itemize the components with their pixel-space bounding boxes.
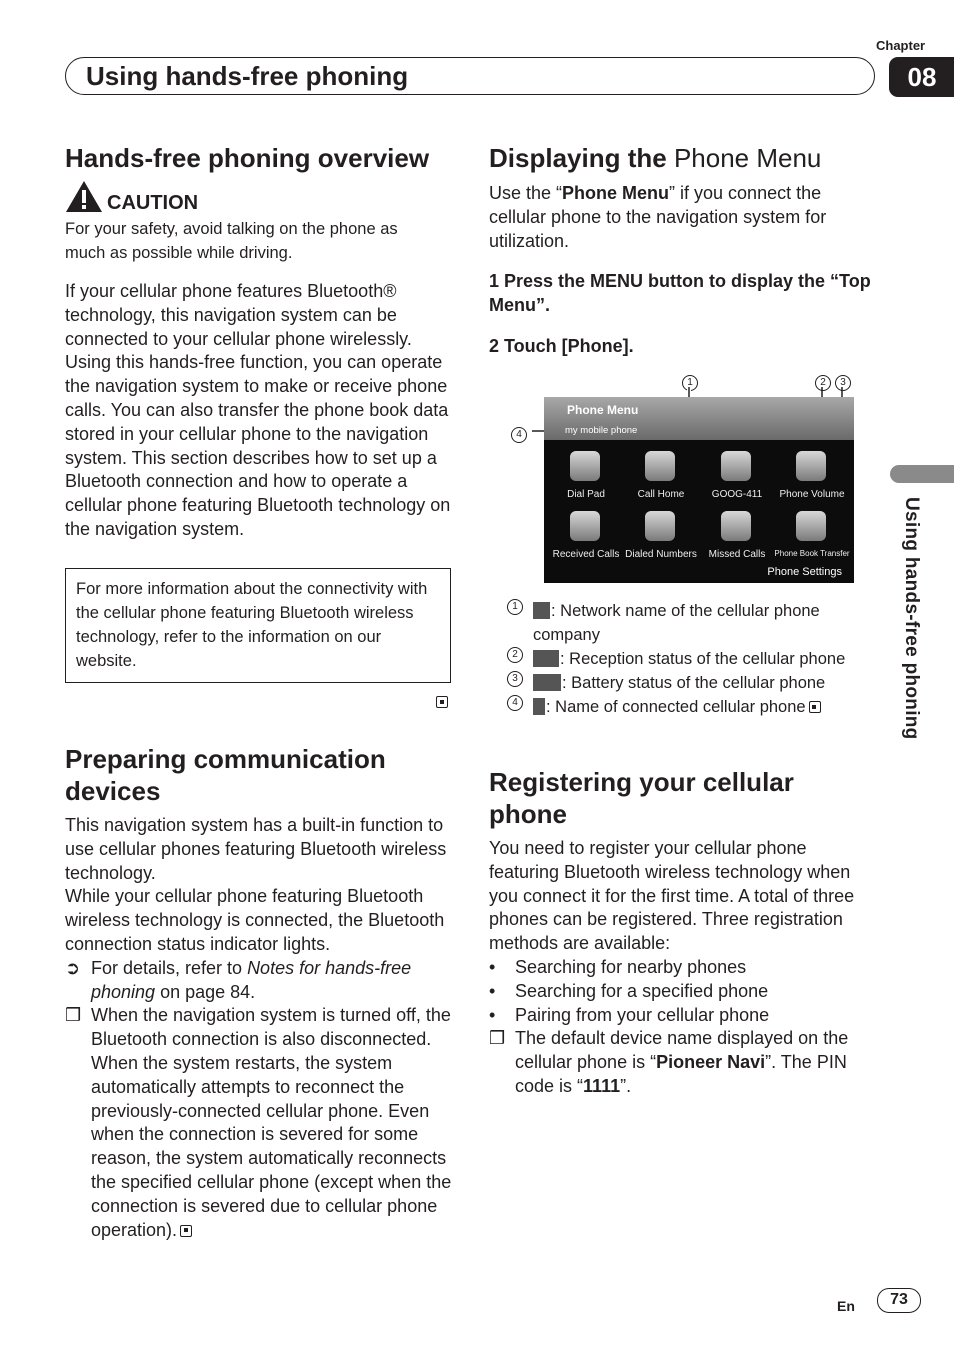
legend (507, 599, 877, 719)
end-mark-icon (809, 701, 821, 713)
end-mark-icon (180, 1225, 192, 1237)
bullet-item: • Pairing from your cellular phone (489, 1004, 770, 1025)
info-box-text: For more information about the connectivity with the cellular phone featuring Bluetooth wireless technology, refer to the information on our website. (76, 580, 428, 670)
legend-item: 4 : Name of connected cellular phone (507, 695, 877, 719)
side-tab-marker (890, 465, 954, 483)
received-call-icon (570, 511, 600, 541)
display-intro (489, 182, 881, 253)
caution-text: For your safety, avoid talking on the phone as much as possible while driving. (65, 220, 398, 262)
step-1: 1 Press the MENU button to display the “Top Menu”. (489, 271, 871, 315)
screen-subtitle: my mobile phone (565, 425, 638, 436)
display-heading-bold: Displaying the (489, 143, 667, 173)
overview-paragraph: If your cellular phone features Bluetooth® technology, this navigation system can be connected to your cellular phone wirelessly. Using this hands-free function, you can operate the navigation system to make or receive phone calls. You can also transfer the phone book data stored in your cellular phone to the navigation system. This section describes how to set up a Bluetooth connection and how to operate a cellular phone featuring Bluetooth technology on the navigation system. (65, 281, 451, 539)
dialed-call-icon (645, 511, 675, 541)
default-note: ❒ The default device name displayed on the cellular phone is “Pioneer Navi”. The PIN code is “1111”. (489, 1028, 849, 1096)
chapter-number: 08 (889, 57, 954, 97)
checkbox-icon: ❒ (65, 1005, 82, 1026)
reference-link[interactable]: Notes for hands-free phoning (91, 957, 412, 1002)
display-intro-a: Use the “ (489, 183, 563, 203)
bullet-item: • Searching for a specified phone (489, 980, 769, 1001)
phone-menu-screenshot (544, 397, 854, 583)
preparing-para-2: While your cellular phone featuring Bluetooth wireless technology is connected, the Bluetooth connection status indicator lights. (65, 886, 445, 954)
side-tab-text: Using hands-free phoning (901, 497, 922, 740)
volume-icon (796, 451, 826, 481)
reference-prefix: For details, refer to (91, 957, 248, 978)
signal-strength-icon (533, 650, 559, 667)
tile-call-home[interactable]: Call Home (623, 445, 699, 507)
preparing-heading: Preparing communication devices (65, 744, 386, 806)
battery-icon (533, 674, 561, 691)
page-number: 73 (877, 1288, 921, 1313)
display-intro-menu: Phone Menu (562, 183, 670, 203)
home-phone-icon (645, 451, 675, 481)
chapter-label: Chapter (876, 38, 926, 53)
missed-call-icon (721, 511, 751, 541)
network-icon (533, 602, 550, 619)
arrow-icon: ➲ (65, 957, 81, 978)
caution-icon (65, 180, 103, 213)
callout-1: 1 (682, 372, 698, 391)
checkbox-icon: ❒ (489, 1028, 506, 1049)
screen-header (544, 397, 854, 440)
bullet-item: • Searching for nearby phones (489, 956, 747, 977)
tile-missed-calls[interactable]: Missed Calls (699, 505, 775, 567)
caution-title: CAUTION (107, 192, 199, 214)
end-mark-icon (436, 696, 448, 708)
register-paragraph: You need to register your cellular phone featuring Bluetooth wireless technology when you connect it for the first time. A total of three phones can be registered. Three registration methods are available: (489, 838, 855, 954)
tile-received-calls[interactable]: Received Calls (548, 505, 624, 567)
preparing-para-1: This navigation system has a built-in function to use cellular phones featuring Bluetooth wireless technology. (65, 815, 447, 883)
section-title: Using hands-free phoning (86, 61, 409, 91)
callout-3: 3 (835, 372, 851, 391)
pin-code: 1111 (583, 1075, 621, 1096)
preparing-body (65, 814, 453, 1242)
screen-title: Phone Menu (567, 403, 639, 417)
dial-pad-icon (570, 451, 600, 481)
default-device-name: Pioneer Navi (656, 1052, 766, 1073)
info-box (65, 568, 451, 683)
language-label: En (837, 1298, 855, 1314)
section-header (65, 57, 875, 95)
register-body (489, 837, 881, 1099)
step-2: 2 Touch [Phone]. (489, 336, 634, 356)
register-heading: Registering your cellular phone (489, 767, 794, 829)
display-heading-light: Phone Menu (673, 143, 822, 173)
tile-dial-pad[interactable]: Dial Pad (548, 445, 624, 507)
legend-item: 1 : Network name of the cellular phone company (507, 599, 877, 647)
display-intro-c: ” if you connect the cellular phone to the navigation system for utilization. (489, 183, 827, 251)
tile-dialed-numbers[interactable]: Dialed Numbers (623, 505, 699, 567)
reference-item (65, 957, 453, 1005)
overview-heading: Hands-free phoning overview (65, 143, 430, 173)
display-heading (489, 142, 821, 174)
callout-2: 2 (815, 372, 831, 391)
note-text: When the navigation system is turned off, the Bluetooth connection is also disconnected. When the system restarts, the system automatically attempts to reconnect the previously-connected cellular phone. Even when the connection is severed for some reason, the system automatically reconnects the specified cellular phone (except when the connection is severed due to cellular phone operation). (91, 1005, 452, 1240)
tile-goog-411[interactable]: GOOG-411 (699, 445, 775, 507)
telephone-icon (721, 451, 751, 481)
phone-icon (533, 698, 545, 715)
legend-item: 2 : Reception status of the cellular phone (507, 647, 877, 671)
phone-book-icon (796, 511, 826, 541)
callout-4: 4 (511, 424, 527, 443)
tile-phone-book-transfer[interactable]: Phone Book Transfer (774, 505, 850, 567)
phone-settings-button[interactable]: Phone Settings (767, 566, 842, 578)
legend-item: 3 : Battery status of the cellular phone (507, 671, 877, 695)
reference-suffix: on page 84. (155, 981, 256, 1002)
note-item (65, 1004, 453, 1242)
tile-phone-volume[interactable]: Phone Volume (774, 445, 850, 507)
